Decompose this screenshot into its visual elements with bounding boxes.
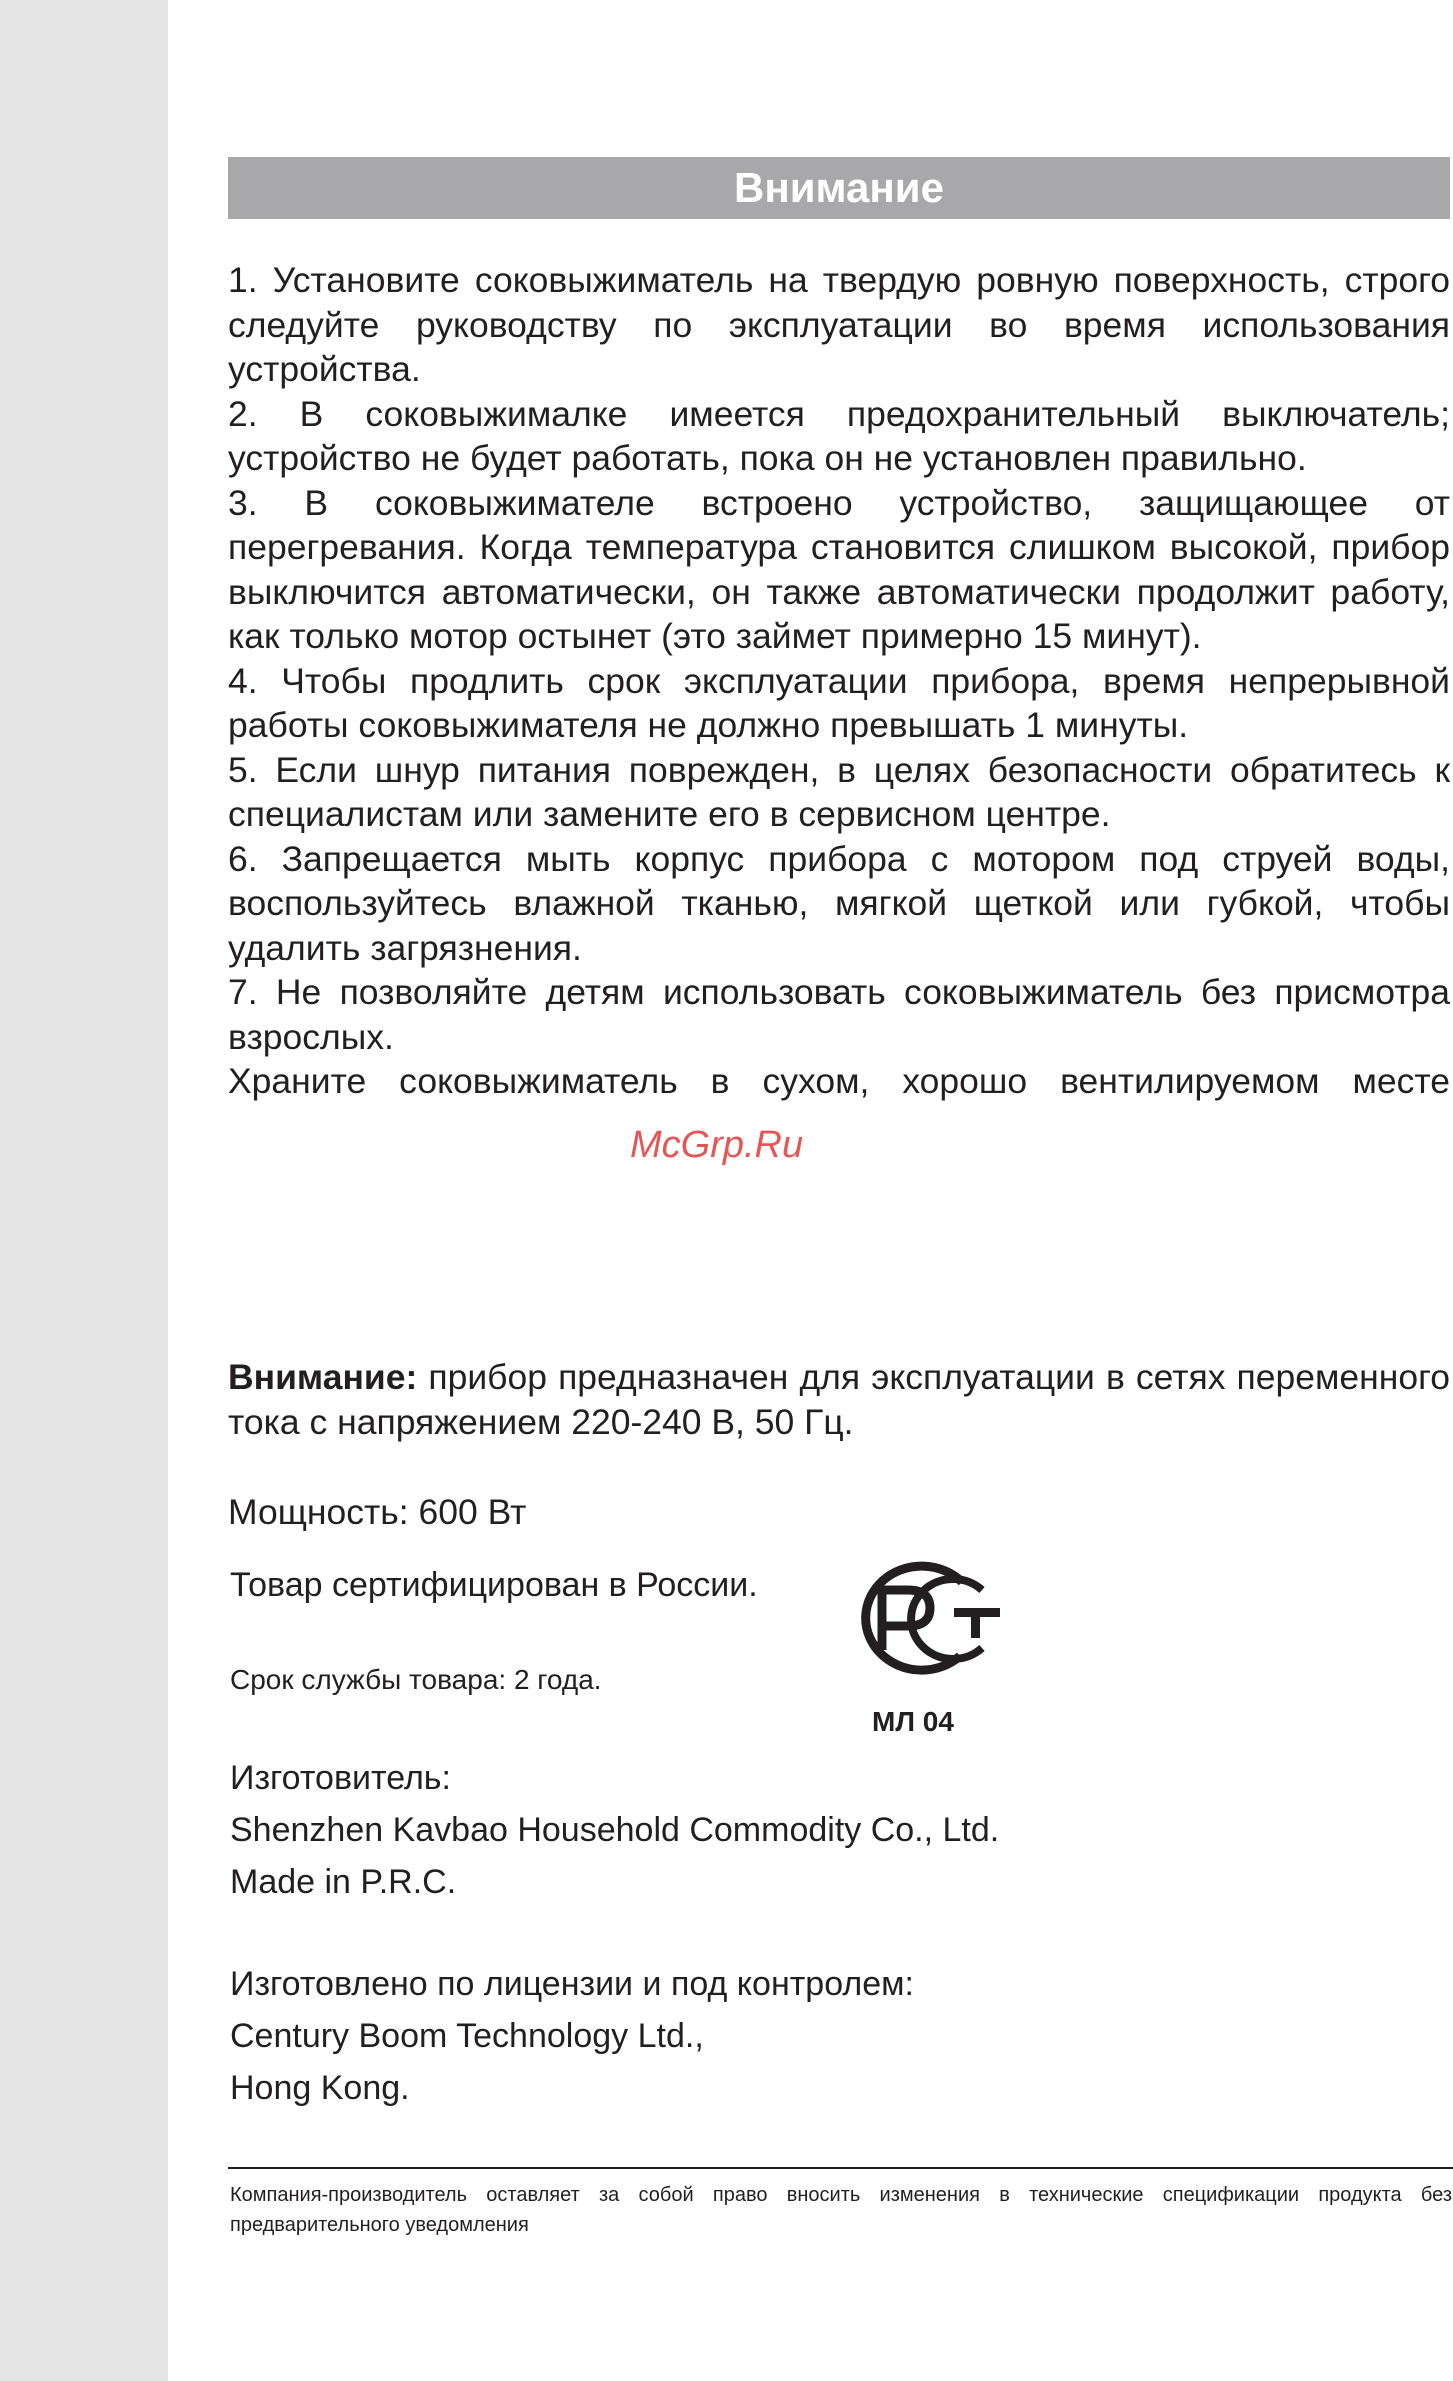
list-item: 4. Чтобы продлить срок эксплуатации прибора, время непрерывной работы соковыжимателя не должно превышать 1 минуты. xyxy=(228,660,1450,745)
list-item: 3. В соковыжимателе встроено устройство, защищающее от перегревания. Когда температура становится слишком высокой, прибор выключится автоматически, он также автоматически продолжит работу, как только мотор остынет (это займет примерно 15 минут). xyxy=(228,482,1450,656)
storage-note: Храните соковыжиматель в сухом, хорошо вентилируемом месте xyxy=(228,1061,1450,1101)
section-title: Внимание xyxy=(734,164,944,211)
manufacturer-block xyxy=(230,1752,999,1908)
footer-divider xyxy=(228,2167,1453,2169)
license-label: Изготовлено по лицензии и под контролем: xyxy=(230,1965,914,2003)
list-item: 6. Запрещается мыть корпус прибора с мотором под струей воды, воспользуйтесь влажной тканью, мягкой щеткой или губкой, чтобы удалить загрязнения. xyxy=(228,838,1450,968)
side-margin-strip xyxy=(0,0,168,2381)
list-item: 2. В соковыжималке имеется предохранительный выключатель; устройство не будет работать, пока он не установлен правильно. xyxy=(228,393,1450,478)
instruction-list xyxy=(228,258,1450,1104)
license-company: Century Boom Technology Ltd., xyxy=(230,2017,704,2055)
power-rating: Мощность: 600 Вт xyxy=(228,1492,527,1532)
footer-line-2: предварительного уведомления xyxy=(230,2214,529,2236)
warning-text: прибор предназначен для эксплуатации в сетях переменного тока с напряжением 220-240 В, 50 Гц. xyxy=(228,1357,1450,1442)
list-item: 1. Установите соковыжиматель на твердую ровную поверхность, строго следуйте руководству по эксплуатации во время использования устройства. xyxy=(228,260,1450,389)
footer-disclaimer xyxy=(230,2180,1452,2240)
voltage-warning xyxy=(228,1355,1450,1444)
manufacturer-name: Shenzhen Kavbao Household Commodity Co., Ltd. xyxy=(230,1811,1000,1849)
manufacturer-label: Изготовитель: xyxy=(230,1759,451,1797)
rst-certification-logo-icon xyxy=(842,1560,1004,1680)
certification-text: Товар сертифицирован в России. xyxy=(230,1566,758,1604)
manufacturer-origin: Made in P.R.C. xyxy=(230,1863,457,1901)
footer-line-1: Компания-производитель оставляет за собой право вносить изменения в технические спецификации продукта без xyxy=(230,2184,1452,2206)
warning-label: Внимание: xyxy=(228,1357,418,1397)
section-header xyxy=(228,157,1450,219)
license-block xyxy=(230,1958,914,2114)
watermark: McGrp.Ru xyxy=(630,1124,804,1166)
certification-code: МЛ 04 xyxy=(872,1706,954,1737)
service-life: Срок службы товара: 2 года. xyxy=(230,1664,602,1695)
license-location: Hong Kong. xyxy=(230,2069,410,2107)
list-item: 5. Если шнур питания поврежден, в целях безопасности обратитесь к специалистам или замените его в сервисном центре. xyxy=(228,749,1450,834)
list-item: 7. Не позволяйте детям использовать соковыжиматель без присмотра взрослых. xyxy=(228,972,1450,1057)
